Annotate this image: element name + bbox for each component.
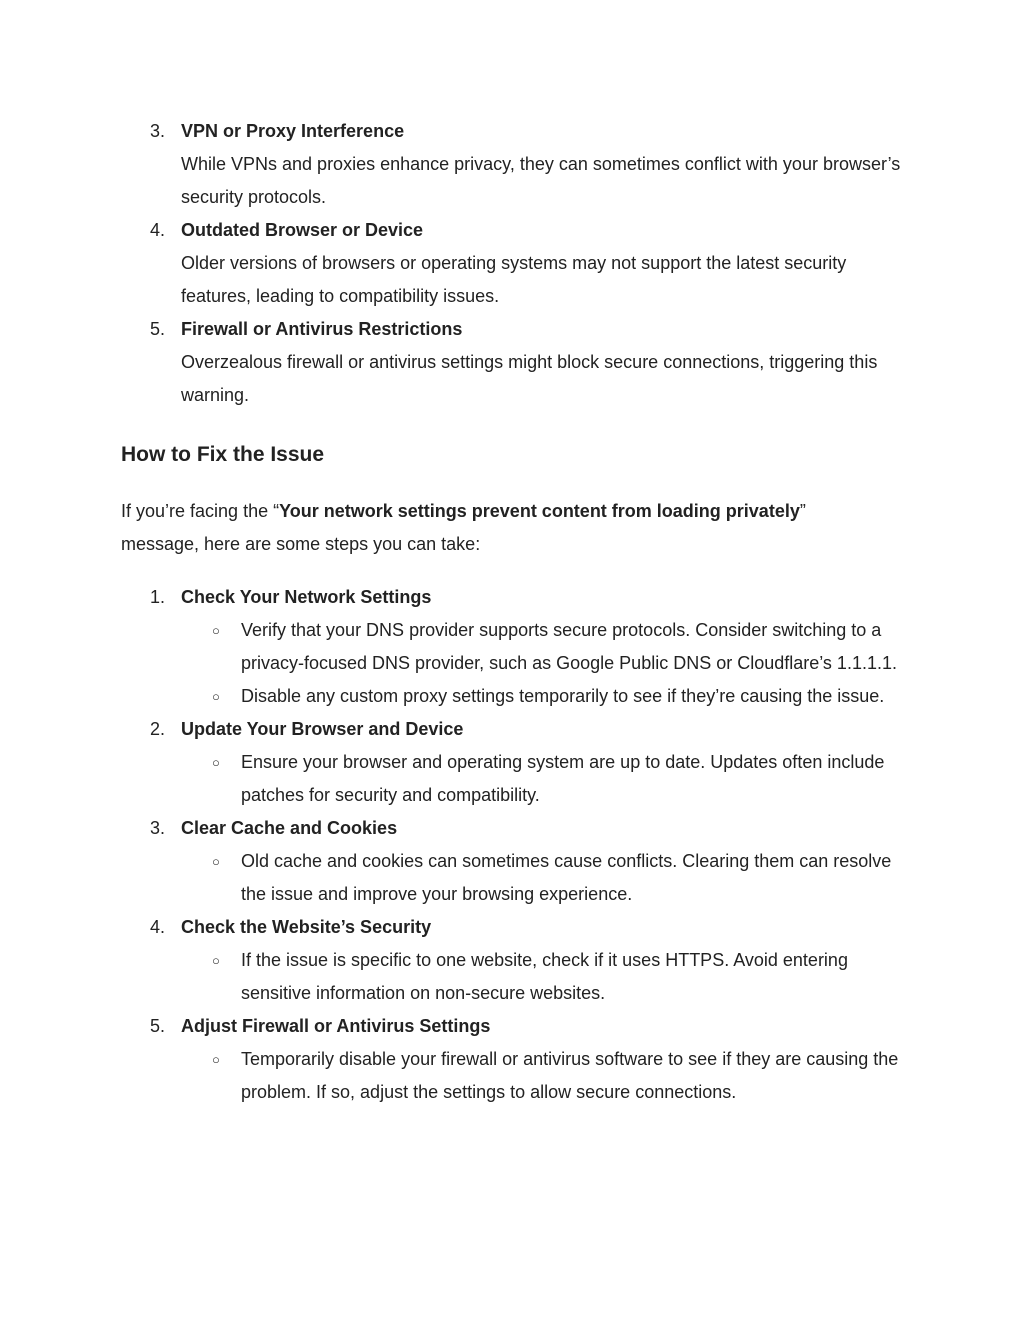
step-item (0, 1010, 901, 1109)
circle-bullet-icon: ○ (212, 1052, 220, 1067)
sub-item-text: Verify that your DNS provider supports secure protocols. Consider switching to a privacy-focused DNS provider, such as Google Public DNS or Cloudflare’s 1.1.1.1. (241, 620, 897, 673)
sub-item-text: Ensure your browser and operating system are up to date. Updates often include patches for security and compatibility. (241, 752, 885, 805)
list-number: 3. (150, 121, 166, 141)
cause-description: Overzealous firewall or antivirus settings might block secure connections, triggering this warning. (181, 352, 878, 405)
list-number: 4. (150, 917, 166, 937)
cause-description: Older versions of browsers or operating systems may not support the latest security features, leading to compatibility issues. (181, 253, 847, 306)
list-number: 2. (150, 719, 166, 739)
circle-bullet-icon: ○ (212, 854, 220, 869)
steps-list (0, 581, 1024, 1109)
step-item (0, 614, 901, 713)
intro-text-before: If you’re facing the “ (121, 501, 280, 521)
cause-title: Firewall or Antivirus Restrictions (181, 319, 463, 339)
sub-list-item (181, 1043, 901, 1109)
step-title: Update Your Browser and Device (181, 719, 464, 739)
step-title: Clear Cache and Cookies (181, 818, 398, 838)
cause-description: While VPNs and proxies enhance privacy, they can sometimes conflict with your browser’s security protocols. (181, 154, 901, 207)
cause-item (0, 214, 901, 313)
sub-list-item (181, 746, 901, 812)
step-title: Check the Website’s Security (181, 917, 432, 937)
sub-item-text: Old cache and cookies can sometimes cause conflicts. Clearing them can resolve the issue and improve your browsing experience. (241, 851, 892, 904)
sub-list-item (181, 845, 901, 911)
cause-item (0, 115, 901, 214)
step-item (0, 812, 901, 911)
section-heading: How to Fix the Issue (121, 443, 325, 466)
circle-bullet-icon: ○ (212, 689, 220, 704)
circle-bullet-icon: ○ (212, 953, 220, 968)
list-number: 3. (150, 818, 166, 838)
sub-list-item (181, 614, 901, 680)
intro-emphasis: Your network settings prevent content from loading privately (279, 501, 800, 521)
sub-item-text: If the issue is specific to one website, check if it uses HTTPS. Avoid entering sensitive information on non-secure websites. (241, 950, 848, 1003)
step-title: Check Your Network Settings (181, 587, 432, 607)
list-number: 4. (150, 220, 166, 240)
cause-title: VPN or Proxy Interference (181, 121, 405, 141)
cause-item (0, 313, 901, 412)
sub-item-text: Disable any custom proxy settings temporarily to see if they’re causing the issue. (241, 686, 885, 706)
list-number: 1. (150, 587, 166, 607)
intro-text-after: ” message, here are some steps you can take: (121, 501, 806, 554)
sub-list-item (181, 680, 901, 713)
list-number: 5. (150, 319, 166, 339)
circle-bullet-icon: ○ (212, 623, 220, 638)
circle-bullet-icon: ○ (212, 755, 220, 770)
step-item (0, 911, 901, 1010)
sub-item-text: Temporarily disable your firewall or antivirus software to see if they are causing the problem. If so, adjust the settings to allow secure connections. (241, 1049, 899, 1102)
step-item (0, 581, 901, 614)
list-number: 5. (150, 1016, 166, 1036)
step-item (0, 713, 901, 812)
intro-paragraph (121, 495, 881, 561)
causes-list (0, 115, 1024, 412)
sub-list-item (181, 944, 901, 1010)
cause-title: Outdated Browser or Device (181, 220, 424, 240)
step-title: Adjust Firewall or Antivirus Settings (181, 1016, 491, 1036)
